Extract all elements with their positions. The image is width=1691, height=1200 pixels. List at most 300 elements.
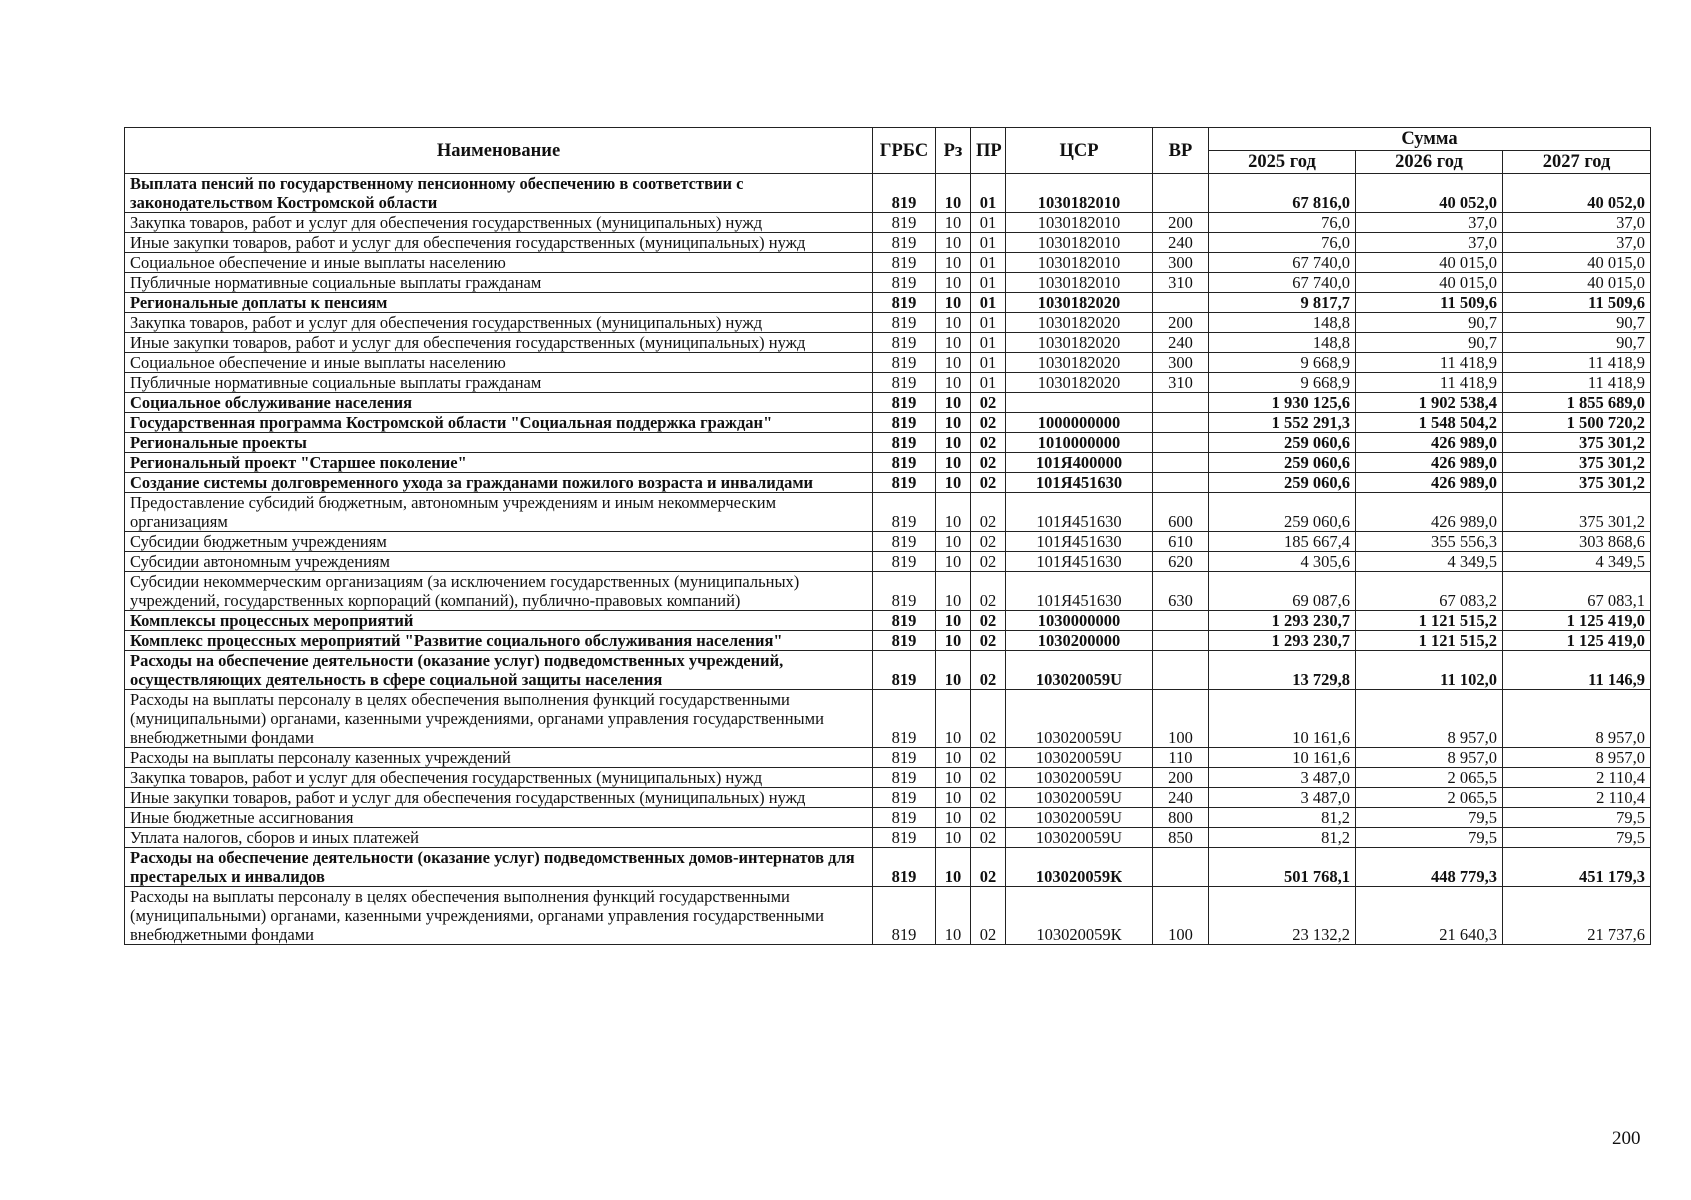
cell-grbs: 819: [873, 273, 936, 293]
cell-2027: 21 737,6: [1503, 887, 1651, 945]
cell-csr: 103020059К: [1006, 848, 1153, 887]
header-year-2026: 2026 год: [1356, 151, 1503, 174]
table-row: [125, 572, 1651, 611]
cell-rz: 10: [936, 353, 971, 373]
cell-name: Иные бюджетные ассигнования: [125, 808, 873, 828]
cell-name: Расходы на выплаты персоналу в целях обеспечения выполнения функций государственными (муниципальными) органами, казенными учреждениями, органами управления государственными внебюджетными фондами: [125, 690, 873, 748]
cell-2026: 37,0: [1356, 233, 1503, 253]
cell-grbs: 819: [873, 453, 936, 473]
cell-2025: 1 552 291,3: [1209, 413, 1356, 433]
cell-grbs: 819: [873, 631, 936, 651]
cell-2025: 148,8: [1209, 333, 1356, 353]
cell-2026: 2 065,5: [1356, 768, 1503, 788]
cell-rz: 10: [936, 253, 971, 273]
cell-vr: 300: [1153, 253, 1209, 273]
table-row: [125, 413, 1651, 433]
cell-2025: 9 668,9: [1209, 353, 1356, 373]
cell-vr: 300: [1153, 353, 1209, 373]
cell-name: Предоставление субсидий бюджетным, автономным учреждениям и иным некоммерческим организациям: [125, 493, 873, 532]
cell-2026: 11 102,0: [1356, 651, 1503, 690]
cell-vr: [1153, 631, 1209, 651]
cell-2026: 79,5: [1356, 828, 1503, 848]
cell-rz: 10: [936, 473, 971, 493]
cell-csr: 1010000000: [1006, 433, 1153, 453]
cell-pr: 02: [971, 433, 1006, 453]
cell-pr: 01: [971, 293, 1006, 313]
cell-pr: 01: [971, 213, 1006, 233]
cell-2025: 1 930 125,6: [1209, 393, 1356, 413]
cell-csr: 101Я400000: [1006, 453, 1153, 473]
cell-csr: 1030182010: [1006, 213, 1153, 233]
cell-2027: 1 125 419,0: [1503, 631, 1651, 651]
cell-rz: 10: [936, 788, 971, 808]
cell-2025: 3 487,0: [1209, 768, 1356, 788]
cell-2027: 40 052,0: [1503, 174, 1651, 213]
cell-2027: 375 301,2: [1503, 473, 1651, 493]
cell-2025: 148,8: [1209, 313, 1356, 333]
cell-2025: 23 132,2: [1209, 887, 1356, 945]
cell-2027: 11 509,6: [1503, 293, 1651, 313]
cell-2025: 69 087,6: [1209, 572, 1356, 611]
cell-rz: 10: [936, 572, 971, 611]
cell-csr: 103020059U: [1006, 768, 1153, 788]
cell-csr: 101Я451630: [1006, 473, 1153, 493]
cell-2026: 37,0: [1356, 213, 1503, 233]
cell-name: Субсидии автономным учреждениям: [125, 552, 873, 572]
cell-vr: 610: [1153, 532, 1209, 552]
cell-grbs: 819: [873, 532, 936, 552]
cell-name: Комплексы процессных мероприятий: [125, 611, 873, 631]
cell-grbs: 819: [873, 651, 936, 690]
cell-2025: 1 293 230,7: [1209, 631, 1356, 651]
cell-grbs: 819: [873, 433, 936, 453]
cell-grbs: 819: [873, 353, 936, 373]
cell-2025: 1 293 230,7: [1209, 611, 1356, 631]
cell-grbs: 819: [873, 174, 936, 213]
cell-name: Региональные доплаты к пенсиям: [125, 293, 873, 313]
cell-rz: 10: [936, 887, 971, 945]
cell-pr: 01: [971, 233, 1006, 253]
cell-csr: 1030200000: [1006, 631, 1153, 651]
cell-vr: [1153, 393, 1209, 413]
table-row: [125, 233, 1651, 253]
cell-grbs: 819: [873, 848, 936, 887]
cell-pr: 02: [971, 808, 1006, 828]
cell-vr: 240: [1153, 788, 1209, 808]
cell-grbs: 819: [873, 748, 936, 768]
cell-pr: 02: [971, 848, 1006, 887]
table-row: [125, 552, 1651, 572]
cell-csr: 103020059U: [1006, 808, 1153, 828]
table-row: [125, 453, 1651, 473]
cell-rz: 10: [936, 393, 971, 413]
cell-grbs: 819: [873, 253, 936, 273]
cell-grbs: 819: [873, 552, 936, 572]
table-row: [125, 473, 1651, 493]
table-row: [125, 333, 1651, 353]
cell-pr: 02: [971, 611, 1006, 631]
table-row: [125, 611, 1651, 631]
cell-csr: 1030182010: [1006, 253, 1153, 273]
cell-vr: 850: [1153, 828, 1209, 848]
cell-vr: 800: [1153, 808, 1209, 828]
cell-csr: 1030182010: [1006, 233, 1153, 253]
cell-pr: 02: [971, 768, 1006, 788]
cell-rz: 10: [936, 174, 971, 213]
cell-name: Выплата пенсий по государственному пенсионному обеспечению в соответствии с законодательством Костромской области: [125, 174, 873, 213]
cell-2025: 13 729,8: [1209, 651, 1356, 690]
cell-2027: 375 301,2: [1503, 493, 1651, 532]
budget-table: [124, 127, 1651, 945]
cell-2027: 90,7: [1503, 333, 1651, 353]
cell-rz: 10: [936, 453, 971, 473]
cell-csr: 101Я451630: [1006, 552, 1153, 572]
cell-csr: 1030182020: [1006, 333, 1153, 353]
cell-2025: 259 060,6: [1209, 473, 1356, 493]
cell-2027: 451 179,3: [1503, 848, 1651, 887]
cell-grbs: 819: [873, 808, 936, 828]
table-body: [125, 174, 1651, 945]
cell-pr: 02: [971, 887, 1006, 945]
cell-2027: 40 015,0: [1503, 273, 1651, 293]
cell-pr: 02: [971, 748, 1006, 768]
cell-vr: 110: [1153, 748, 1209, 768]
cell-grbs: 819: [873, 293, 936, 313]
cell-pr: 02: [971, 690, 1006, 748]
cell-2026: 426 989,0: [1356, 493, 1503, 532]
cell-name: Региональные проекты: [125, 433, 873, 453]
cell-csr: 1030182010: [1006, 174, 1153, 213]
cell-2027: 303 868,6: [1503, 532, 1651, 552]
table-row: [125, 313, 1651, 333]
cell-name: Региональный проект "Старшее поколение": [125, 453, 873, 473]
cell-vr: [1153, 453, 1209, 473]
cell-vr: 310: [1153, 273, 1209, 293]
table-row: [125, 887, 1651, 945]
cell-pr: 01: [971, 174, 1006, 213]
cell-rz: 10: [936, 808, 971, 828]
cell-2026: 40 052,0: [1356, 174, 1503, 213]
cell-vr: 240: [1153, 333, 1209, 353]
cell-rz: 10: [936, 493, 971, 532]
table-row: [125, 273, 1651, 293]
cell-vr: 310: [1153, 373, 1209, 393]
cell-2026: 40 015,0: [1356, 273, 1503, 293]
cell-vr: [1153, 473, 1209, 493]
cell-rz: 10: [936, 748, 971, 768]
cell-2026: 355 556,3: [1356, 532, 1503, 552]
cell-name: Закупка товаров, работ и услуг для обеспечения государственных (муниципальных) нужд: [125, 313, 873, 333]
cell-name: Государственная программа Костромской области "Социальная поддержка граждан": [125, 413, 873, 433]
cell-vr: [1153, 651, 1209, 690]
cell-2025: 76,0: [1209, 213, 1356, 233]
cell-2027: 1 500 720,2: [1503, 413, 1651, 433]
cell-name: Социальное обслуживание населения: [125, 393, 873, 413]
header-year-2025: 2025 год: [1209, 151, 1356, 174]
cell-2027: 79,5: [1503, 808, 1651, 828]
cell-2027: 79,5: [1503, 828, 1651, 848]
cell-2025: 3 487,0: [1209, 788, 1356, 808]
cell-name: Субсидии некоммерческим организациям (за исключением государственных (муниципальных) учреждений, государственных корпораций (компаний), публично-правовых компаний): [125, 572, 873, 611]
header-name: Наименование: [125, 128, 873, 174]
cell-rz: 10: [936, 293, 971, 313]
cell-vr: 200: [1153, 213, 1209, 233]
cell-csr: 103020059U: [1006, 651, 1153, 690]
table-row: [125, 393, 1651, 413]
cell-2026: 21 640,3: [1356, 887, 1503, 945]
cell-pr: 02: [971, 631, 1006, 651]
cell-pr: 02: [971, 453, 1006, 473]
cell-vr: [1153, 413, 1209, 433]
cell-2025: 259 060,6: [1209, 433, 1356, 453]
cell-rz: 10: [936, 848, 971, 887]
cell-vr: [1153, 293, 1209, 313]
table-row: [125, 828, 1651, 848]
cell-name: Публичные нормативные социальные выплаты гражданам: [125, 273, 873, 293]
cell-2027: 8 957,0: [1503, 690, 1651, 748]
cell-rz: 10: [936, 690, 971, 748]
cell-pr: 02: [971, 532, 1006, 552]
cell-rz: 10: [936, 552, 971, 572]
cell-grbs: 819: [873, 373, 936, 393]
cell-name: Закупка товаров, работ и услуг для обеспечения государственных (муниципальных) нужд: [125, 768, 873, 788]
cell-vr: 200: [1153, 313, 1209, 333]
cell-csr: 103020059U: [1006, 828, 1153, 848]
cell-vr: 620: [1153, 552, 1209, 572]
cell-vr: [1153, 174, 1209, 213]
table-row: [125, 690, 1651, 748]
table-row: [125, 253, 1651, 273]
page-number: 200: [1612, 1128, 1641, 1149]
cell-name: Расходы на обеспечение деятельности (оказание услуг) подведомственных учреждений, осуществляющих деятельность в сфере социальной защиты населения: [125, 651, 873, 690]
cell-csr: 1030182020: [1006, 313, 1153, 333]
cell-name: Расходы на выплаты персоналу казенных учреждений: [125, 748, 873, 768]
cell-csr: [1006, 393, 1153, 413]
cell-csr: 101Я451630: [1006, 572, 1153, 611]
cell-vr: [1153, 433, 1209, 453]
cell-2027: 11 146,9: [1503, 651, 1651, 690]
cell-2026: 4 349,5: [1356, 552, 1503, 572]
cell-grbs: 819: [873, 413, 936, 433]
cell-2027: 8 957,0: [1503, 748, 1651, 768]
cell-vr: 200: [1153, 768, 1209, 788]
cell-csr: 101Я451630: [1006, 532, 1153, 552]
cell-2027: 1 125 419,0: [1503, 611, 1651, 631]
cell-rz: 10: [936, 768, 971, 788]
cell-2027: 11 418,9: [1503, 353, 1651, 373]
cell-2026: 426 989,0: [1356, 453, 1503, 473]
cell-name: Закупка товаров, работ и услуг для обеспечения государственных (муниципальных) нужд: [125, 213, 873, 233]
cell-vr: 100: [1153, 690, 1209, 748]
cell-name: Создание системы долговременного ухода за гражданами пожилого возраста и инвалидами: [125, 473, 873, 493]
table-row: [125, 433, 1651, 453]
cell-2025: 259 060,6: [1209, 453, 1356, 473]
cell-2026: 11 509,6: [1356, 293, 1503, 313]
cell-pr: 02: [971, 493, 1006, 532]
table-row: [125, 748, 1651, 768]
header-year-2027: 2027 год: [1503, 151, 1651, 174]
cell-name: Социальное обеспечение и иные выплаты населению: [125, 253, 873, 273]
cell-grbs: 819: [873, 333, 936, 353]
cell-vr: 240: [1153, 233, 1209, 253]
cell-2025: 4 305,6: [1209, 552, 1356, 572]
cell-2026: 426 989,0: [1356, 473, 1503, 493]
table-row: [125, 651, 1651, 690]
cell-name: Расходы на обеспечение деятельности (оказание услуг) подведомственных домов-интернатов для престарелых и инвалидов: [125, 848, 873, 887]
cell-rz: 10: [936, 373, 971, 393]
cell-grbs: 819: [873, 493, 936, 532]
cell-pr: 02: [971, 828, 1006, 848]
cell-grbs: 819: [873, 828, 936, 848]
cell-2025: 10 161,6: [1209, 748, 1356, 768]
cell-2026: 8 957,0: [1356, 748, 1503, 768]
cell-csr: 103020059U: [1006, 690, 1153, 748]
cell-pr: 02: [971, 572, 1006, 611]
cell-2026: 90,7: [1356, 333, 1503, 353]
cell-2026: 1 902 538,4: [1356, 393, 1503, 413]
cell-csr: 1030182010: [1006, 273, 1153, 293]
cell-csr: 1030182020: [1006, 373, 1153, 393]
cell-2027: 37,0: [1503, 233, 1651, 253]
cell-csr: 101Я451630: [1006, 493, 1153, 532]
table-row: [125, 532, 1651, 552]
table-row: [125, 848, 1651, 887]
cell-pr: 02: [971, 552, 1006, 572]
cell-grbs: 819: [873, 572, 936, 611]
cell-2026: 11 418,9: [1356, 373, 1503, 393]
cell-csr: 1030182020: [1006, 353, 1153, 373]
cell-2025: 81,2: [1209, 828, 1356, 848]
table-row: [125, 808, 1651, 828]
cell-vr: 600: [1153, 493, 1209, 532]
cell-csr: 103020059U: [1006, 788, 1153, 808]
cell-name: Публичные нормативные социальные выплаты гражданам: [125, 373, 873, 393]
cell-grbs: 819: [873, 473, 936, 493]
cell-vr: [1153, 611, 1209, 631]
table-row: [125, 174, 1651, 213]
cell-pr: 02: [971, 473, 1006, 493]
cell-2027: 1 855 689,0: [1503, 393, 1651, 413]
cell-2027: 2 110,4: [1503, 788, 1651, 808]
header-grbs: ГРБС: [873, 128, 936, 174]
cell-2026: 8 957,0: [1356, 690, 1503, 748]
cell-pr: 02: [971, 788, 1006, 808]
cell-2025: 185 667,4: [1209, 532, 1356, 552]
cell-2025: 501 768,1: [1209, 848, 1356, 887]
cell-grbs: 819: [873, 393, 936, 413]
cell-csr: 1030000000: [1006, 611, 1153, 631]
cell-2026: 1 548 504,2: [1356, 413, 1503, 433]
cell-rz: 10: [936, 333, 971, 353]
cell-2027: 4 349,5: [1503, 552, 1651, 572]
cell-grbs: 819: [873, 887, 936, 945]
header-sum: Сумма: [1209, 128, 1651, 151]
cell-2027: 90,7: [1503, 313, 1651, 333]
cell-2025: 76,0: [1209, 233, 1356, 253]
cell-2027: 67 083,1: [1503, 572, 1651, 611]
table-row: [125, 213, 1651, 233]
cell-2026: 11 418,9: [1356, 353, 1503, 373]
cell-csr: 103020059К: [1006, 887, 1153, 945]
cell-2025: 9 668,9: [1209, 373, 1356, 393]
cell-csr: 103020059U: [1006, 748, 1153, 768]
cell-2025: 81,2: [1209, 808, 1356, 828]
cell-2026: 426 989,0: [1356, 433, 1503, 453]
cell-csr: 1000000000: [1006, 413, 1153, 433]
cell-pr: 01: [971, 313, 1006, 333]
cell-pr: 01: [971, 353, 1006, 373]
cell-pr: 02: [971, 651, 1006, 690]
cell-2026: 448 779,3: [1356, 848, 1503, 887]
cell-2025: 9 817,7: [1209, 293, 1356, 313]
cell-name: Комплекс процессных мероприятий "Развитие социального обслуживания населения": [125, 631, 873, 651]
cell-rz: 10: [936, 631, 971, 651]
cell-pr: 01: [971, 333, 1006, 353]
cell-rz: 10: [936, 233, 971, 253]
cell-grbs: 819: [873, 313, 936, 333]
cell-grbs: 819: [873, 768, 936, 788]
cell-2026: 79,5: [1356, 808, 1503, 828]
cell-name: Расходы на выплаты персоналу в целях обеспечения выполнения функций государственными (муниципальными) органами, казенными учреждениями, органами управления государственными внебюджетными фондами: [125, 887, 873, 945]
cell-pr: 01: [971, 273, 1006, 293]
cell-name: Социальное обеспечение и иные выплаты населению: [125, 353, 873, 373]
cell-grbs: 819: [873, 690, 936, 748]
table-header: [125, 128, 1651, 174]
header-pr: ПР: [971, 128, 1006, 174]
cell-rz: 10: [936, 213, 971, 233]
cell-2026: 1 121 515,2: [1356, 611, 1503, 631]
cell-rz: 10: [936, 828, 971, 848]
cell-2026: 90,7: [1356, 313, 1503, 333]
cell-rz: 10: [936, 651, 971, 690]
header-vr: ВР: [1153, 128, 1209, 174]
cell-2027: 11 418,9: [1503, 373, 1651, 393]
cell-vr: 630: [1153, 572, 1209, 611]
cell-name: Субсидии бюджетным учреждениям: [125, 532, 873, 552]
table-row: [125, 373, 1651, 393]
cell-2026: 1 121 515,2: [1356, 631, 1503, 651]
cell-grbs: 819: [873, 611, 936, 631]
cell-vr: 100: [1153, 887, 1209, 945]
table-row: [125, 631, 1651, 651]
cell-2027: 37,0: [1503, 213, 1651, 233]
cell-2025: 67 740,0: [1209, 273, 1356, 293]
cell-2025: 67 816,0: [1209, 174, 1356, 213]
cell-name: Уплата налогов, сборов и иных платежей: [125, 828, 873, 848]
cell-pr: 01: [971, 253, 1006, 273]
cell-pr: 02: [971, 413, 1006, 433]
cell-pr: 02: [971, 393, 1006, 413]
cell-2025: 10 161,6: [1209, 690, 1356, 748]
cell-2026: 2 065,5: [1356, 788, 1503, 808]
cell-rz: 10: [936, 413, 971, 433]
cell-2025: 67 740,0: [1209, 253, 1356, 273]
cell-csr: 1030182020: [1006, 293, 1153, 313]
table-row: [125, 293, 1651, 313]
cell-pr: 01: [971, 373, 1006, 393]
cell-grbs: 819: [873, 788, 936, 808]
cell-2027: 375 301,2: [1503, 453, 1651, 473]
cell-rz: 10: [936, 532, 971, 552]
table-row: [125, 353, 1651, 373]
cell-grbs: 819: [873, 233, 936, 253]
cell-name: Иные закупки товаров, работ и услуг для обеспечения государственных (муниципальных) нужд: [125, 333, 873, 353]
cell-vr: [1153, 848, 1209, 887]
cell-name: Иные закупки товаров, работ и услуг для обеспечения государственных (муниципальных) нужд: [125, 233, 873, 253]
cell-2027: 375 301,2: [1503, 433, 1651, 453]
cell-2025: 259 060,6: [1209, 493, 1356, 532]
cell-grbs: 819: [873, 213, 936, 233]
